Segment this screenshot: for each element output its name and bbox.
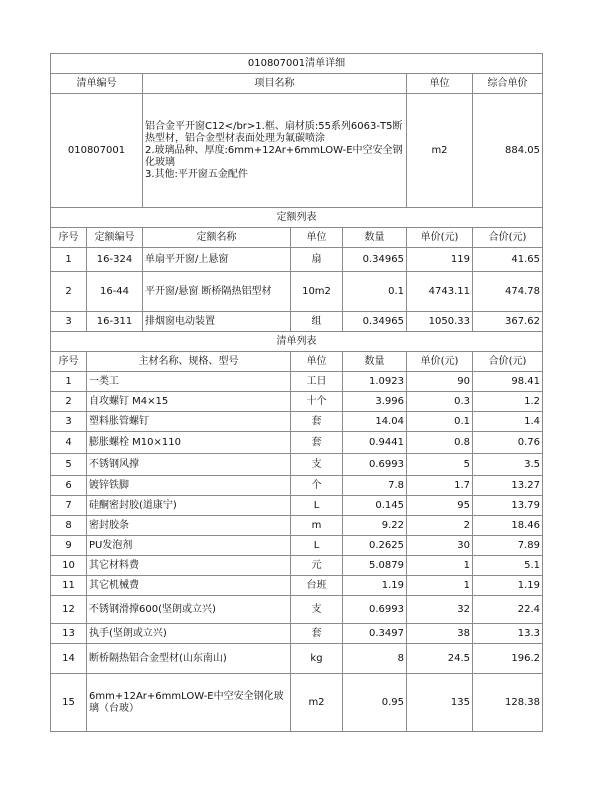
material-name: 其它材料费 <box>87 556 291 576</box>
quota-header-total: 合价(元) <box>473 228 543 248</box>
detail-table <box>50 53 543 732</box>
quota-header-name: 定额名称 <box>143 228 291 248</box>
material-unit: 支 <box>291 454 343 476</box>
material-row <box>51 412 543 432</box>
material-row <box>51 536 543 556</box>
materials-header-unit: 单位 <box>291 352 343 372</box>
quota-header-no: 序号 <box>51 228 87 248</box>
material-unit: m <box>291 516 343 536</box>
quota-code: 16-44 <box>87 272 143 312</box>
material-row <box>51 516 543 536</box>
quota-section-title: 定额列表 <box>51 208 543 228</box>
material-total: 5.1 <box>473 556 543 576</box>
material-unit: m2 <box>291 674 343 732</box>
materials-header-price: 单价(元) <box>407 352 473 372</box>
quota-row <box>51 272 543 312</box>
material-row <box>51 372 543 392</box>
material-no: 14 <box>51 644 87 674</box>
quota-code: 16-311 <box>87 312 143 332</box>
materials-header-name: 主材名称、规格、型号 <box>87 352 291 372</box>
materials-body <box>51 372 543 732</box>
material-price: 0.3 <box>407 392 473 412</box>
quota-row <box>51 312 543 332</box>
material-name: 密封胶条 <box>87 516 291 536</box>
material-price: 0.1 <box>407 412 473 432</box>
material-qty: 0.145 <box>343 496 407 516</box>
material-unit: 元 <box>291 556 343 576</box>
material-row <box>51 596 543 624</box>
material-name: 镀锌铁脚 <box>87 476 291 496</box>
item-price: 884.05 <box>473 94 543 208</box>
header-row <box>51 74 543 94</box>
material-row <box>51 496 543 516</box>
material-qty: 5.0879 <box>343 556 407 576</box>
material-qty: 14.04 <box>343 412 407 432</box>
quota-header-unit: 单位 <box>291 228 343 248</box>
header-unit: 单位 <box>407 74 473 94</box>
material-total: 98.41 <box>473 372 543 392</box>
material-total: 128.38 <box>473 674 543 732</box>
material-unit: L <box>291 536 343 556</box>
material-no: 8 <box>51 516 87 536</box>
material-name: 硅酮密封胶(道康宁) <box>87 496 291 516</box>
material-total: 1.4 <box>473 412 543 432</box>
material-row <box>51 432 543 454</box>
quota-no: 3 <box>51 312 87 332</box>
material-no: 13 <box>51 624 87 644</box>
quota-price: 4743.11 <box>407 272 473 312</box>
material-price: 90 <box>407 372 473 392</box>
header-price: 综合单价 <box>473 74 543 94</box>
material-no: 11 <box>51 576 87 596</box>
materials-section-row <box>51 332 543 352</box>
material-total: 13.3 <box>473 624 543 644</box>
material-qty: 0.6993 <box>343 596 407 624</box>
material-no: 12 <box>51 596 87 624</box>
material-unit: 支 <box>291 596 343 624</box>
quota-no: 2 <box>51 272 87 312</box>
material-qty: 0.3497 <box>343 624 407 644</box>
material-unit: L <box>291 496 343 516</box>
material-no: 10 <box>51 556 87 576</box>
material-qty: 0.9441 <box>343 432 407 454</box>
material-no: 4 <box>51 432 87 454</box>
quota-total: 41.65 <box>473 248 543 272</box>
item-desc-line: 2.玻璃品种、厚度:6mm+12Ar+6mmLOW-E中空安全钢化玻璃 <box>145 144 403 168</box>
material-qty: 0.6993 <box>343 454 407 476</box>
material-unit: 台班 <box>291 576 343 596</box>
material-row <box>51 576 543 596</box>
material-name: 不锈钢滑撑600(坚朗或立兴) <box>87 596 291 624</box>
quota-unit: 10m2 <box>291 272 343 312</box>
material-price: 1 <box>407 576 473 596</box>
header-name: 项目名称 <box>143 74 407 94</box>
quota-unit: 扇 <box>291 248 343 272</box>
material-price: 0.8 <box>407 432 473 454</box>
material-row <box>51 674 543 732</box>
material-total: 196.2 <box>473 644 543 674</box>
material-price: 24.5 <box>407 644 473 674</box>
material-row <box>51 476 543 496</box>
material-name: 不锈钢风撑 <box>87 454 291 476</box>
item-desc-line: 铝合金平开窗C12</br>1.框、扇材质:55系列6063-T5断热型材，铝合金型材表面处理为氟碳喷涂 <box>145 120 403 144</box>
material-name: 断桥隔热铝合金型材(山东南山) <box>87 644 291 674</box>
quota-total: 367.62 <box>473 312 543 332</box>
quota-no: 1 <box>51 248 87 272</box>
item-row <box>51 94 543 208</box>
materials-header-total: 合价(元) <box>473 352 543 372</box>
quota-header-row <box>51 228 543 248</box>
material-total: 1.2 <box>473 392 543 412</box>
material-qty: 8 <box>343 644 407 674</box>
quota-name: 平开窗/悬窗 断桥隔热铝型材 <box>143 272 291 312</box>
material-qty: 9.22 <box>343 516 407 536</box>
material-price: 1.7 <box>407 476 473 496</box>
material-name: 自攻螺钉 M4×15 <box>87 392 291 412</box>
material-row <box>51 392 543 412</box>
material-qty: 3.996 <box>343 392 407 412</box>
material-qty: 0.95 <box>343 674 407 732</box>
material-name: 执手(坚朗或立兴) <box>87 624 291 644</box>
material-total: 13.27 <box>473 476 543 496</box>
material-price: 95 <box>407 496 473 516</box>
material-total: 22.4 <box>473 596 543 624</box>
materials-header-qty: 数量 <box>343 352 407 372</box>
material-price: 2 <box>407 516 473 536</box>
material-price: 38 <box>407 624 473 644</box>
material-row <box>51 556 543 576</box>
material-name: 6mm+12Ar+6mmLOW-E中空安全钢化玻璃（台玻） <box>87 674 291 732</box>
quota-code: 16-324 <box>87 248 143 272</box>
material-qty: 1.0923 <box>343 372 407 392</box>
item-unit: m2 <box>407 94 473 208</box>
quota-unit: 组 <box>291 312 343 332</box>
material-no: 5 <box>51 454 87 476</box>
material-no: 7 <box>51 496 87 516</box>
material-total: 13.79 <box>473 496 543 516</box>
materials-header-no: 序号 <box>51 352 87 372</box>
materials-header-row <box>51 352 543 372</box>
item-desc-line: 3.其他:平开窗五金配件 <box>145 168 248 180</box>
material-unit: 套 <box>291 624 343 644</box>
material-row <box>51 454 543 476</box>
quota-qty: 0.34965 <box>343 312 407 332</box>
material-name: 其它机械费 <box>87 576 291 596</box>
material-no: 2 <box>51 392 87 412</box>
material-name: 膨胀螺栓 M10×110 <box>87 432 291 454</box>
title-row <box>51 54 543 74</box>
material-total: 3.5 <box>473 454 543 476</box>
material-name: 塑料胀管螺钉 <box>87 412 291 432</box>
quota-qty: 0.34965 <box>343 248 407 272</box>
material-total: 18.46 <box>473 516 543 536</box>
material-row <box>51 624 543 644</box>
material-qty: 7.8 <box>343 476 407 496</box>
quota-section-row <box>51 208 543 228</box>
material-price: 30 <box>407 536 473 556</box>
material-price: 5 <box>407 454 473 476</box>
material-name: 一类工 <box>87 372 291 392</box>
item-description <box>143 94 407 208</box>
quota-header-qty: 数量 <box>343 228 407 248</box>
material-row <box>51 644 543 674</box>
header-code: 清单编号 <box>51 74 143 94</box>
quota-header-code: 定额编号 <box>87 228 143 248</box>
quota-row <box>51 248 543 272</box>
quota-name: 排烟窗电动装置 <box>143 312 291 332</box>
material-no: 6 <box>51 476 87 496</box>
quota-total: 474.78 <box>473 272 543 312</box>
material-total: 7.89 <box>473 536 543 556</box>
material-qty: 0.2625 <box>343 536 407 556</box>
material-total: 0.76 <box>473 432 543 454</box>
material-qty: 1.19 <box>343 576 407 596</box>
material-no: 1 <box>51 372 87 392</box>
material-name: PU发泡剂 <box>87 536 291 556</box>
quota-header-price: 单价(元) <box>407 228 473 248</box>
material-unit: 工日 <box>291 372 343 392</box>
material-no: 15 <box>51 674 87 732</box>
material-unit: kg <box>291 644 343 674</box>
material-unit: 套 <box>291 432 343 454</box>
material-no: 3 <box>51 412 87 432</box>
material-unit: 十个 <box>291 392 343 412</box>
quota-price: 119 <box>407 248 473 272</box>
material-total: 1.19 <box>473 576 543 596</box>
quota-price: 1050.33 <box>407 312 473 332</box>
item-code: 010807001 <box>51 94 143 208</box>
quota-qty: 0.1 <box>343 272 407 312</box>
material-unit: 套 <box>291 412 343 432</box>
material-price: 1 <box>407 556 473 576</box>
material-price: 32 <box>407 596 473 624</box>
page-title: 010807001清单详细 <box>51 54 543 74</box>
materials-section-title: 清单列表 <box>51 332 543 352</box>
material-unit: 个 <box>291 476 343 496</box>
material-price: 135 <box>407 674 473 732</box>
quota-name: 单扇平开窗/上悬窗 <box>143 248 291 272</box>
material-no: 9 <box>51 536 87 556</box>
